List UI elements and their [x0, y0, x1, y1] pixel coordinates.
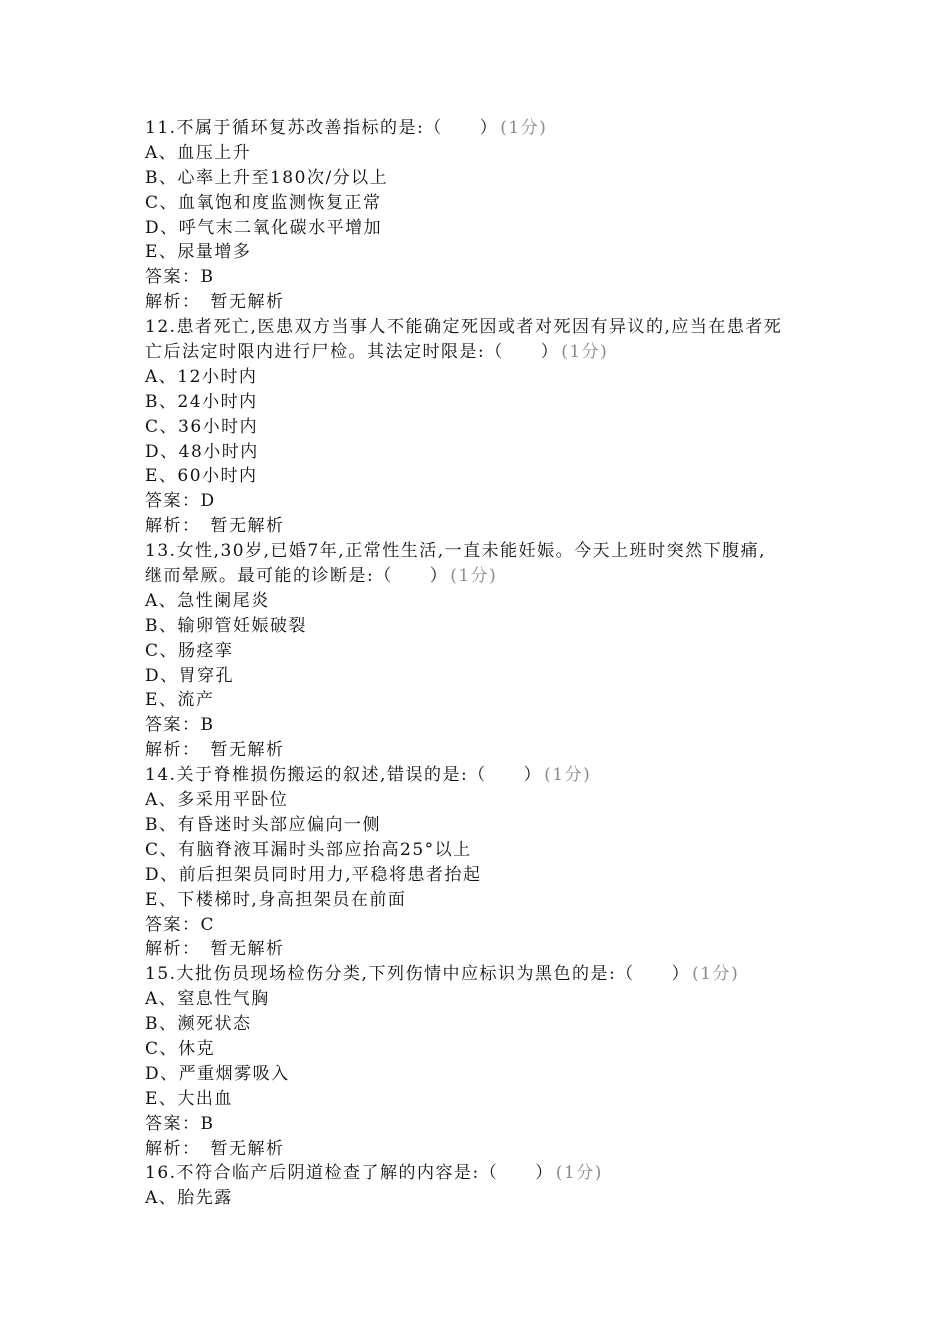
- option-c: C、有脑脊液耳漏时头部应抬高25°以上: [145, 839, 472, 860]
- option-a: A、血压上升: [145, 142, 252, 163]
- analysis: 解析： 暂无解析: [145, 516, 285, 537]
- question-stem-line-1: 13.女性,30岁,已婚7年,正常性生活,一直未能妊娠。今天上班时突然下腹痛,: [145, 541, 767, 562]
- answer: 答案：C: [145, 914, 216, 935]
- question-15: [145, 962, 815, 1161]
- option-e: E、下楼梯时,身高担架员在前面: [145, 889, 407, 910]
- question-13: [145, 539, 815, 763]
- question-stem-text: 15.大批伤员现场检伤分类,下列伤情中应标识为黑色的是:（ ）: [145, 964, 691, 985]
- answer: 答案：B: [145, 715, 215, 736]
- option-b: B、24小时内: [145, 391, 258, 412]
- option-c: C、休克: [145, 1038, 216, 1059]
- answer: 答案：B: [145, 267, 215, 288]
- option-d: D、胃穿孔: [145, 665, 235, 686]
- answer: 答案：B: [145, 1113, 215, 1134]
- question-stem-text: 亡后法定时限内进行尸检。其法定时限是:（ ）: [145, 342, 560, 363]
- option-d: D、48小时内: [145, 441, 259, 462]
- question-stem-text: 继而晕厥。最可能的诊断是:（ ）: [145, 566, 449, 587]
- option-b: B、心率上升至180次/分以上: [145, 167, 389, 188]
- option-a: A、12小时内: [145, 366, 258, 387]
- question-stem-text: 11.不属于循环复苏改善指标的是:（ ）: [145, 118, 499, 138]
- question-score: (1分): [555, 1163, 603, 1184]
- question-stem: [145, 564, 815, 589]
- analysis: 解析： 暂无解析: [145, 292, 285, 313]
- question-score: (1分): [544, 765, 592, 786]
- question-stem: [145, 116, 815, 141]
- question-score: (1分): [561, 342, 609, 363]
- question-16: [145, 1161, 815, 1211]
- question-score: (1分): [692, 964, 740, 985]
- option-a: A、胎先露: [145, 1188, 233, 1209]
- option-b: B、濒死状态: [145, 1014, 252, 1035]
- question-stem: [145, 340, 815, 365]
- option-c: C、血氧饱和度监测恢复正常: [145, 192, 382, 213]
- question-12: [145, 315, 815, 539]
- option-d: D、严重烟雾吸入: [145, 1063, 290, 1084]
- option-e: E、大出血: [145, 1088, 233, 1109]
- option-c: C、肠痉挛: [145, 640, 234, 661]
- question-stem-text: 14.关于脊椎损伤搬运的叙述,错误的是:（ ）: [145, 765, 543, 786]
- question-stem: [145, 962, 815, 987]
- question-11: [145, 116, 815, 315]
- question-score: (1分): [450, 566, 498, 587]
- analysis: 解析： 暂无解析: [145, 939, 285, 960]
- exam-page: [145, 116, 815, 1211]
- analysis: 解析： 暂无解析: [145, 1138, 285, 1159]
- question-14: [145, 763, 815, 962]
- option-d: D、呼气末二氧化碳水平增加: [145, 217, 383, 238]
- option-d: D、前后担架员同时用力,平稳将患者抬起: [145, 864, 482, 885]
- option-e: E、60小时内: [145, 466, 258, 487]
- option-c: C、36小时内: [145, 416, 259, 437]
- option-a: A、窒息性气胸: [145, 989, 270, 1010]
- question-stem: [145, 1161, 815, 1186]
- option-a: A、多采用平卧位: [145, 790, 289, 811]
- option-b: B、输卵管妊娠破裂: [145, 615, 307, 636]
- question-stem-text: 16.不符合临产后阴道检查了解的内容是:（ ）: [145, 1163, 554, 1184]
- option-b: B、有昏迷时头部应偏向一侧: [145, 814, 381, 835]
- question-score: (1分): [500, 118, 548, 138]
- question-stem-line-1: 12.患者死亡,医患双方当事人不能确定死因或者对死因有异议的,应当在患者死: [145, 317, 783, 338]
- answer: 答案：D: [145, 491, 216, 512]
- option-a: A、急性阑尾炎: [145, 590, 270, 611]
- analysis: 解析： 暂无解析: [145, 740, 285, 761]
- option-e: E、流产: [145, 690, 215, 711]
- question-stem: [145, 763, 815, 788]
- option-e: E、尿量增多: [145, 242, 252, 263]
